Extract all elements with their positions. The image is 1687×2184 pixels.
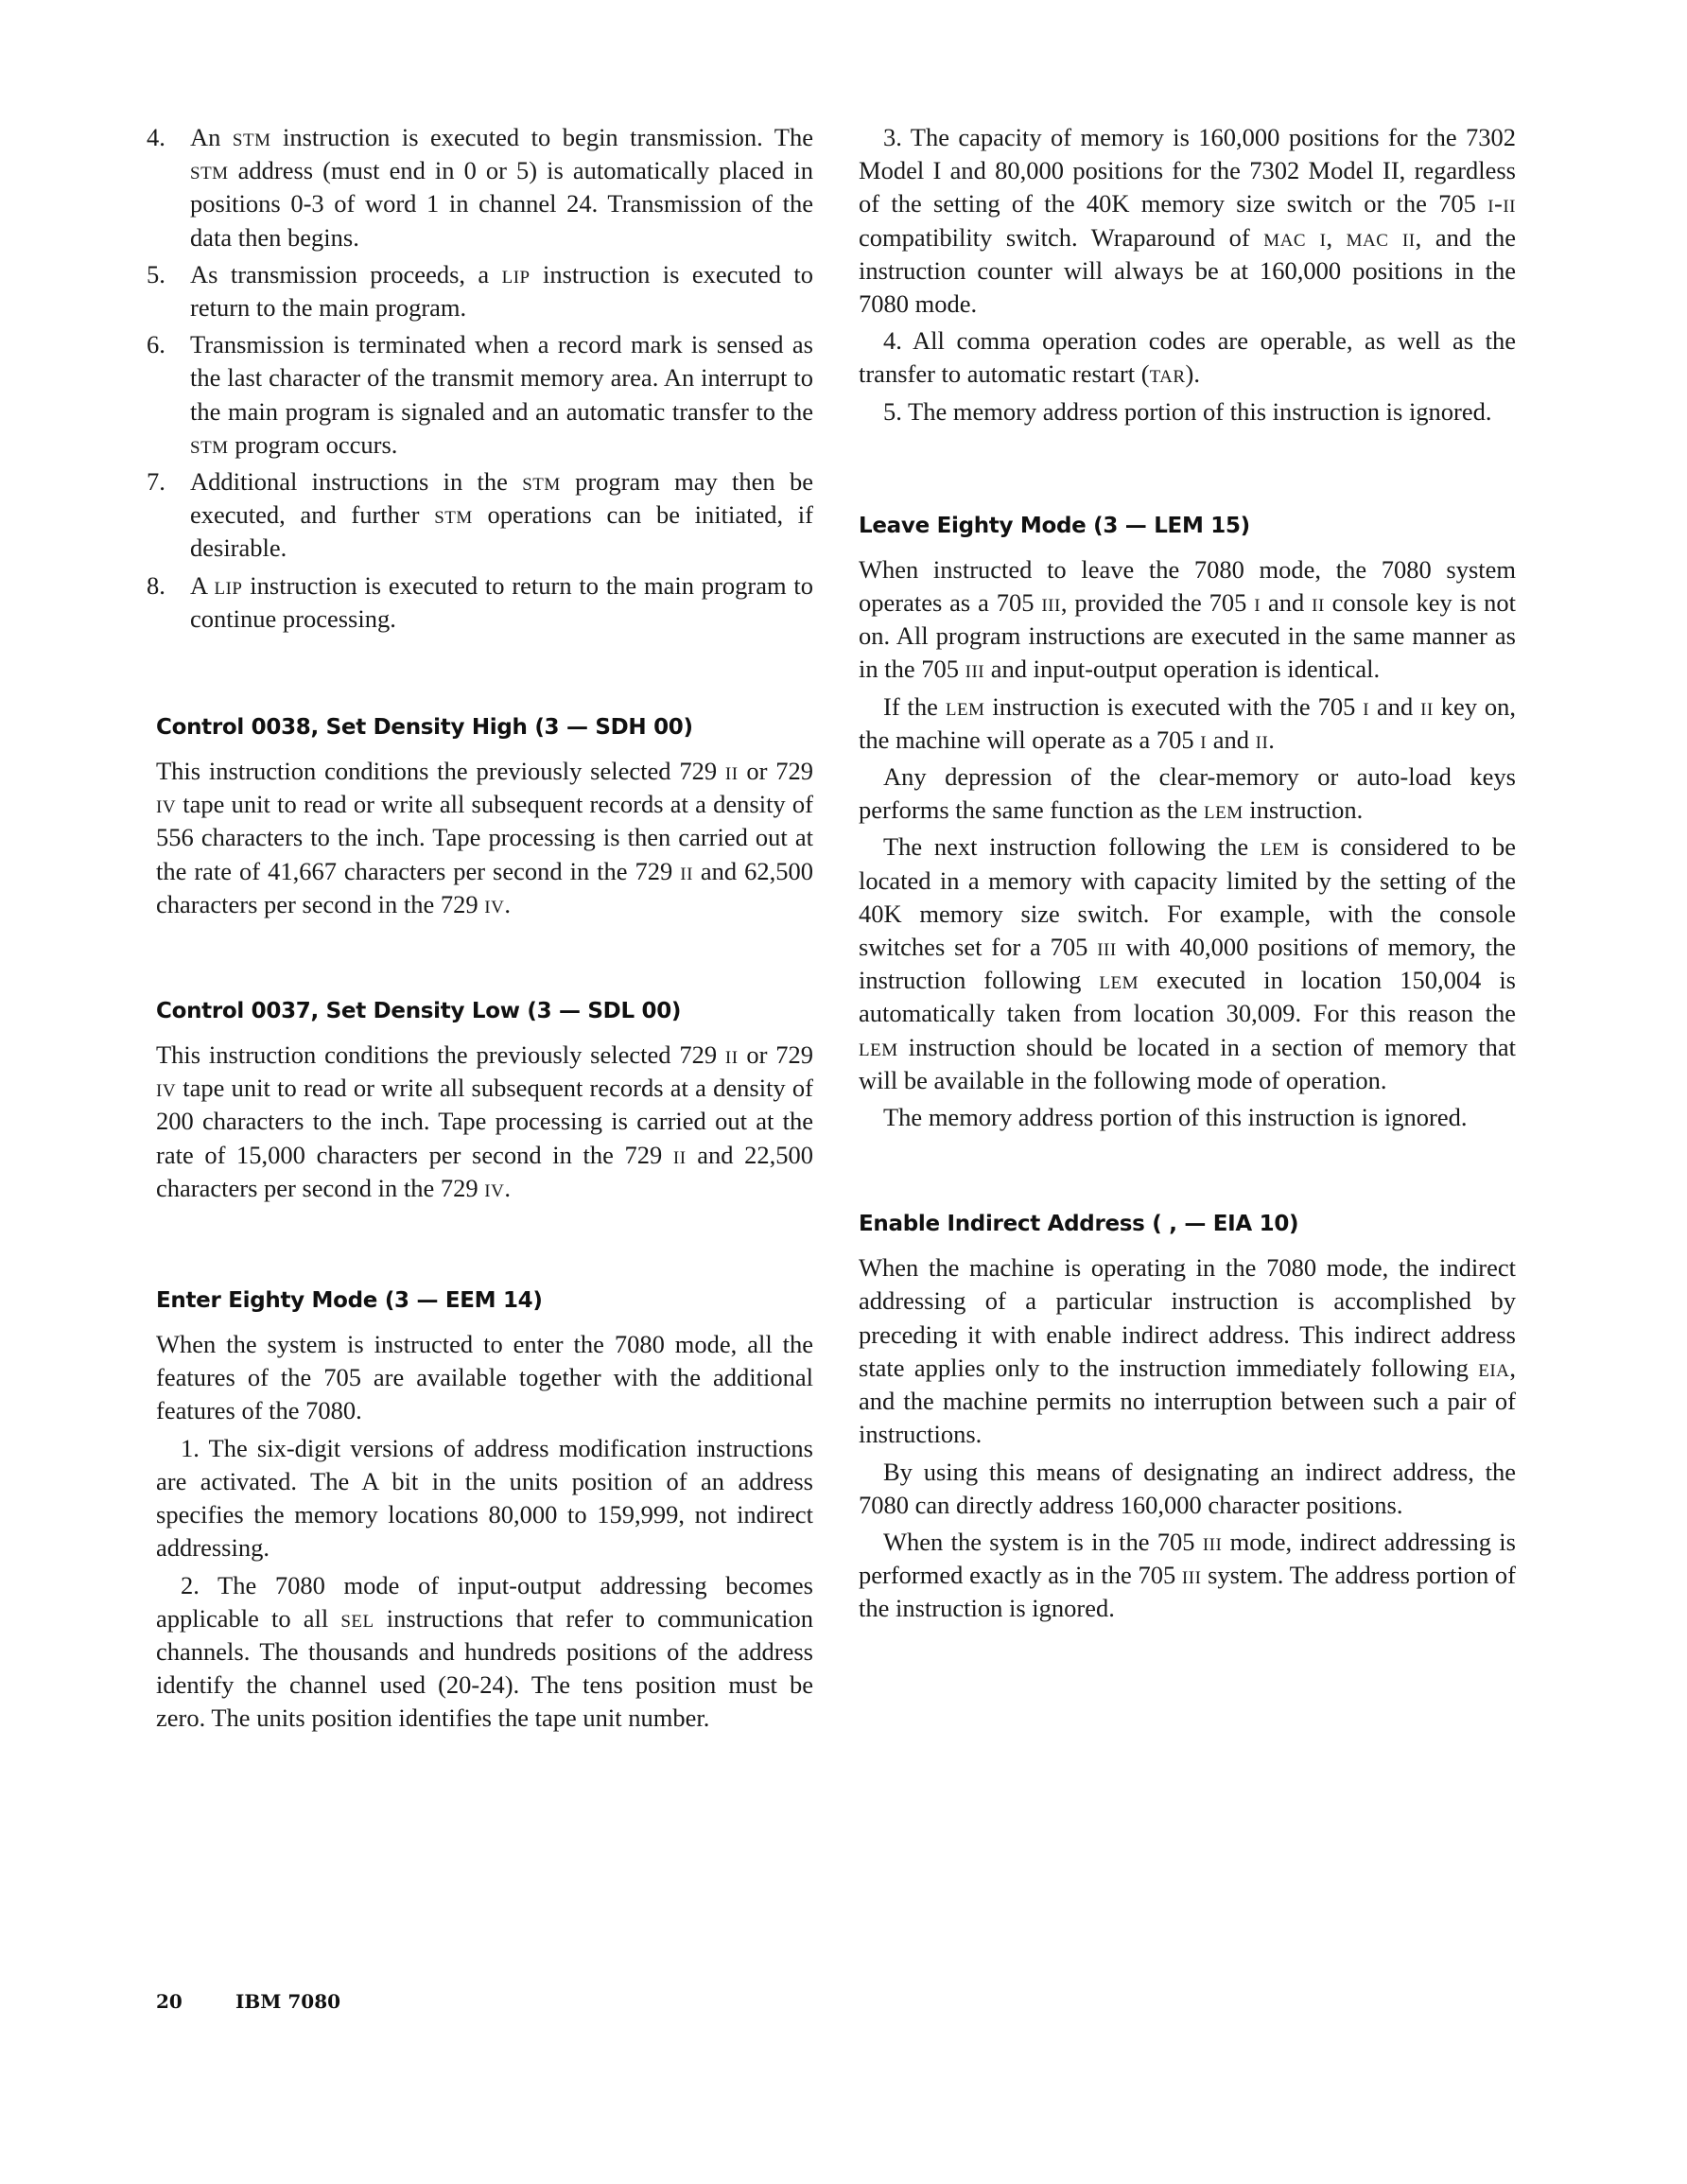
lem-para: When instructed to leave the 7080 mode, the 7080 system operates as a 705 iii, provided the 705 i and ii console key is not on. All program instructions are executed in the same manner as in the 705 iii and input-output operation is identical. (859, 554, 1517, 684)
page-footer (156, 1990, 340, 2013)
lem-para: If the lem instruction is executed with the 705 i and ii key on, the machine will operate as a 705 i and ii. (859, 691, 1516, 754)
eem-point-1: 1. The six-digit versions of address modification instructions are activated. The A bit in the units position of an address specifies the memory locations 80,000 to 159,999, not indirect addressing. (156, 1433, 813, 1563)
list-item (147, 569, 813, 636)
eem-intro: When the system is instructed to enter the 7080 mode, all the features of the 705 are available together with the additional features of the 7080. (156, 1330, 813, 1425)
list-item (147, 121, 813, 254)
eem-point-4: 4. All comma operation codes are operable, as well as the transfer to automatic restart (tar). (859, 326, 1516, 389)
list-item (147, 258, 813, 324)
item-text: Additional instructions in the stm program may then be executed, and further stm operations can be initiated, if desirable. (190, 467, 813, 563)
lem-para: The next instruction following the lem is considered to be located in a memory with capacity limited by the setting of the 40K memory size switch. For example, with the console switches set for a 705 iii with 40,000 positions of memory, the instruction following lem executed in location 150,004 is automatically taken from location 30,009. For this reason the lem instruction should be located in a section of memory that will be available in the following mode of operation. (859, 832, 1516, 1094)
sdh-body: This instruction conditions the previously selected 729 ii or 729 iv tape unit to read or write all subsequent records at a density of 556 characters to the inch. Tape processing is then carried out at the rate of 41,667 characters per second in the 729 ii and 62,500 characters per second in the 729 iv. (156, 757, 813, 918)
lem-para: Any depression of the clear-memory or auto-load keys performs the same function as the lem instruction. (859, 762, 1516, 825)
eem-point-2: 2. The 7080 mode of input-output addressing becomes applicable to all sel instructions that refer to communication channels. The thousands and hundreds positions of the address identify the channel used (20-24). The tens position must be zero. The units position identifies the tape unit number. (156, 1570, 813, 1733)
eia-para: When the system is in the 705 iii mode, indirect addressing is performed exactly as in the 705 iii system. The address portion of the instruction is ignored. (859, 1527, 1516, 1623)
eem-point-3: 3. The capacity of memory is 160,000 positions for the 7302 Model I and 80,000 positions for the 7302 Model II, regardless of the setting of the 40K memory size switch or the 705 i-ii compatibility switch. Wraparound of mac i, mac ii, and the instruction counter will always be at 160,000 positions in the 7080 mode. (859, 123, 1516, 319)
stm-steps-list (147, 121, 814, 636)
section-heading-eem: Enter Eighty Mode (3 — EEM 14) (156, 1288, 543, 1314)
item-text: An stm instruction is executed to begin transmission. The stm address (must end in 0 or 5) is automatically placed in positions 0-3 of word 1 in channel 24. Transmission of the data then begins. (190, 123, 814, 252)
item-text: A lip instruction is executed to return to the main program to continue processing. (190, 570, 813, 633)
page-number: 20 (156, 1990, 183, 2013)
item-text: As transmission proceeds, a lip instruction is executed to return to the main program. (190, 259, 813, 323)
list-item (147, 465, 813, 566)
eem-point-5: 5. The memory address portion of this instruction is ignored. (883, 396, 1492, 426)
item-text: Transmission is terminated when a record mark is sensed as the last character of the transmit memory area. An interrupt to the main program is signaled and an automatic transfer to the stm program occurs. (190, 330, 813, 459)
left-column (147, 0, 814, 1736)
eia-para: By using this means of designating an indirect address, the 7080 can directly address 160,000 character positions. (859, 1457, 1516, 1519)
item-number: 6. (147, 330, 165, 359)
eia-para: When the machine is operating in the 7080 mode, the indirect addressing of a particular instruction is accomplished by preceding it with enable indirect address. This indirect address state applies only to the instruction immediately following eia, and the machine permits no interruption between such a pair of instructions. (859, 1253, 1516, 1449)
section-heading-sdh: Control 0038, Set Density High (3 — SDH 00) (156, 715, 693, 741)
section-heading-eia: Enable Indirect Address ( , — EIA 10) (859, 1212, 1299, 1237)
item-number: 5. (147, 259, 165, 288)
right-column (859, 0, 1516, 1626)
item-number: 7. (147, 467, 165, 497)
section-heading-sdl: Control 0037, Set Density Low (3 — SDL 00) (156, 999, 682, 1024)
item-number: 4. (147, 123, 165, 151)
sdl-body: This instruction conditions the previously selected 729 ii or 729 iv tape unit to read or write all subsequent records at a density of 200 characters to the inch. Tape processing is carried out at the rate of 15,000 characters per second in the 729 ii and 22,500 characters per second in the 729 iv. (156, 1040, 813, 1202)
item-number: 8. (147, 570, 165, 600)
list-item (147, 328, 813, 462)
footer-title: IBM 7080 (235, 1990, 341, 2013)
lem-para: The memory address portion of this instruction is ignored. (883, 1103, 1468, 1132)
section-heading-lem: Leave Eighty Mode (3 — LEM 15) (859, 513, 1250, 538)
